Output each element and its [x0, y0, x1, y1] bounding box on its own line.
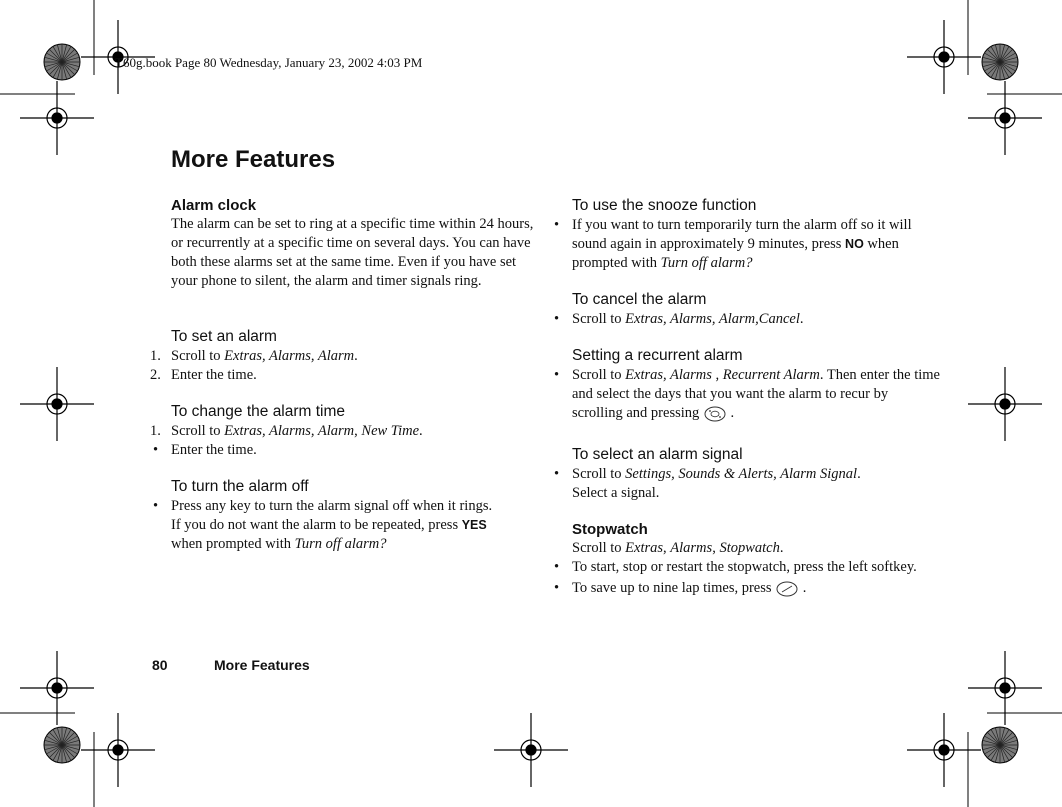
bullet: •: [153, 442, 159, 458]
list-item: • Scroll to Settings, Sounds & Alerts, Alarm Signal. Select a signal.: [554, 466, 861, 501]
bullet: •: [554, 559, 560, 575]
cancel-section: [554, 290, 940, 329]
alarm-clock-paragraph: The alarm can be set to ring at a specific time within 24 hours, or recurrently at a specific time on several days. You can have both these alarms set at the same time. Even if you have set your phone to silent, the alarm and timer signals ring.: [171, 216, 534, 289]
bullet: •: [153, 498, 159, 514]
list-item: 1. Scroll to Extras, Alarms, Alarm, New Time.: [150, 423, 423, 439]
set-alarm-section: [150, 327, 536, 385]
cancel-heading: To cancel the alarm: [572, 291, 707, 308]
stopwatch-intro: Scroll to Extras, Alarms, Stopwatch.: [572, 540, 784, 556]
list-item: 1. Scroll to Extras, Alarms, Alarm.: [150, 348, 358, 364]
registration-mark: [907, 713, 981, 787]
footer-section-title: More Features: [214, 657, 310, 673]
registration-mark: [81, 713, 155, 787]
registration-mark: [968, 651, 1042, 725]
signal-heading: To select an alarm signal: [572, 446, 743, 463]
list-item: • If you want to turn temporarily turn the alarm off so it will sound again in approximately 9 minutes, press NO when prompted with Turn off alarm?: [554, 217, 912, 271]
no-key-label: NO: [845, 237, 864, 251]
registration-mark: [968, 367, 1042, 441]
bullet: •: [554, 311, 560, 327]
page-number: 80: [152, 657, 168, 673]
bullet: •: [554, 466, 560, 482]
snooze-section: [554, 196, 940, 273]
color-rosette: [982, 44, 1018, 80]
stopwatch-section: [554, 520, 940, 598]
registration-mark: [907, 20, 981, 94]
list-item: • Press any key to turn the alarm signal off when it rings. If you do not want the alarm to be repeated, press YES when prompted with Turn off alarm?: [153, 498, 493, 552]
change-alarm-section: [150, 402, 536, 460]
alarm-clock-heading: Alarm clock: [171, 197, 257, 214]
bullet: •: [554, 367, 560, 383]
select-key-icon: [703, 405, 727, 423]
list-item: • To start, stop or restart the stopwatch, press the left softkey.: [554, 559, 917, 575]
step-number: 1.: [150, 423, 161, 439]
bullet: •: [554, 580, 560, 596]
list-item: • Enter the time.: [153, 442, 257, 458]
step-number: 2.: [150, 367, 161, 383]
alarm-clock-section: [171, 196, 536, 291]
color-rosette: [44, 44, 80, 80]
color-rosette: [982, 727, 1018, 763]
list-item: • To save up to nine lap times, press .: [554, 580, 807, 596]
turn-off-section: [153, 477, 536, 554]
yes-key-label: YES: [461, 518, 487, 532]
set-alarm-heading: To set an alarm: [171, 328, 277, 345]
color-rosette: [44, 727, 80, 763]
recurrent-heading: Setting a recurrent alarm: [572, 347, 743, 364]
registration-mark: [20, 651, 94, 725]
signal-section: [554, 445, 940, 503]
stopwatch-heading: Stopwatch: [572, 521, 648, 538]
registration-mark: [20, 367, 94, 441]
list-item: 2. Enter the time.: [150, 367, 257, 383]
bullet: •: [554, 217, 560, 233]
snooze-heading: To use the snooze function: [572, 197, 757, 214]
registration-mark: [20, 81, 94, 155]
page-title: More Features: [171, 146, 336, 173]
list-item: • Scroll to Extras, Alarms, Alarm,Cancel.: [554, 311, 804, 327]
book-header: T60g.book Page 80 Wednesday, January 23, 2002 4:03 PM: [115, 55, 423, 70]
registration-mark: [968, 81, 1042, 155]
ok-key-icon: [775, 580, 799, 598]
turn-off-heading: To turn the alarm off: [171, 478, 309, 495]
change-alarm-heading: To change the alarm time: [171, 403, 346, 420]
list-item: • Scroll to Extras, Alarms , Recurrent Alarm. Then enter the time and select the days that you want the alarm to recur by scrolling and pressing .: [554, 367, 940, 421]
recurrent-section: [554, 346, 940, 423]
step-number: 1.: [150, 348, 161, 364]
registration-mark: [494, 713, 568, 787]
